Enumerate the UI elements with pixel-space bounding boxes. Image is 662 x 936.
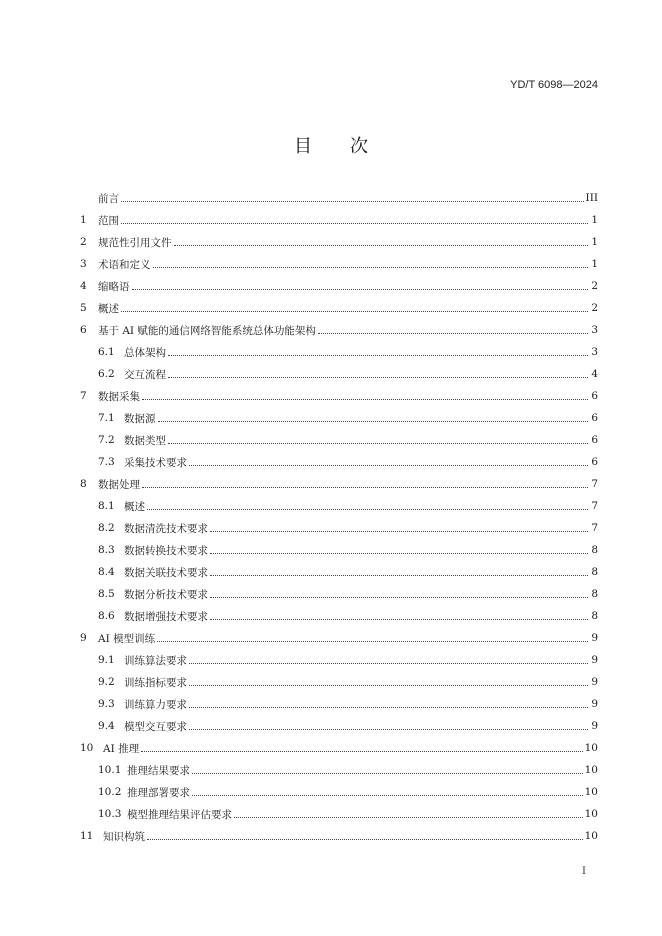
- toc-entry-page: 3: [591, 346, 598, 358]
- toc-entry-lead: [80, 389, 140, 404]
- toc-entry-page: 9: [591, 676, 598, 688]
- toc-entry-number: 3: [80, 258, 87, 270]
- toc-entry[interactable]: [80, 253, 598, 275]
- toc-entry[interactable]: [80, 759, 598, 781]
- toc-entry[interactable]: [80, 407, 598, 429]
- toc-entry-number: 6.2: [98, 368, 115, 380]
- toc-entry[interactable]: [80, 363, 598, 385]
- toc-entry-lead: [98, 433, 166, 448]
- toc-entry-number: 11: [80, 830, 94, 842]
- toc-entry-number: 7.1: [98, 412, 115, 424]
- toc-entry-page: 9: [591, 654, 598, 666]
- toc-entry[interactable]: [80, 561, 598, 583]
- toc-leader-dots: [157, 641, 588, 642]
- toc-entry-lead: [98, 785, 190, 800]
- toc-entry-page: 10: [584, 742, 598, 754]
- toc-entry-title: 知识构筑: [103, 830, 145, 843]
- toc-entry[interactable]: [80, 517, 598, 539]
- toc-entry-lead: [80, 257, 151, 272]
- toc-leader-dots: [132, 289, 589, 290]
- toc-entry-lead: [80, 477, 140, 492]
- toc-leader-dots: [153, 267, 589, 268]
- toc-entry-title: 模型推理结果评估要求: [127, 808, 232, 821]
- toc-entry-lead: [98, 521, 208, 536]
- toc-entry-number: 7.3: [98, 456, 115, 468]
- toc-entry-page: 3: [591, 324, 598, 336]
- toc-title-right: 次: [350, 136, 368, 157]
- toc-entry-title: 数据关联技术要求: [124, 566, 208, 579]
- toc-entry-title: 缩略语: [98, 280, 130, 293]
- toc-entry[interactable]: [80, 583, 598, 605]
- toc-entry-title: AI 推理: [103, 742, 140, 755]
- toc-leader-dots: [210, 619, 588, 620]
- toc-leader-dots: [121, 311, 588, 312]
- toc-entry[interactable]: [80, 385, 598, 407]
- toc-entry-lead: [98, 367, 166, 382]
- toc-entry-number: 9.2: [98, 676, 115, 688]
- toc-entry[interactable]: [80, 649, 598, 671]
- toc-entry-lead: [98, 411, 156, 426]
- toc-entry[interactable]: [80, 495, 598, 517]
- document-code: YD/T 6098—2024: [510, 79, 598, 91]
- toc-entry-title: 模型交互要求: [124, 720, 187, 733]
- toc-entry-title: 数据转换技术要求: [124, 544, 208, 557]
- toc-entry-title: 术语和定义: [98, 258, 151, 271]
- toc-entry-lead: [80, 631, 155, 646]
- toc-entry-number: 5: [80, 302, 87, 314]
- toc-entry-lead: [80, 235, 172, 250]
- toc-entry-lead: [98, 807, 232, 822]
- toc-entry-title: 概述: [124, 500, 145, 513]
- toc-entry-number: 9.1: [98, 654, 115, 666]
- toc-entry-page: 4: [591, 368, 598, 380]
- toc-leader-dots: [174, 245, 589, 246]
- toc-entry-title: 推理部署要求: [127, 786, 190, 799]
- toc-entry-page: 7: [591, 500, 598, 512]
- toc-entry-number: 8.4: [98, 566, 115, 578]
- toc-entry-page: 1: [591, 236, 598, 248]
- toc-entry-lead: [98, 499, 145, 514]
- toc-entry-number: 4: [80, 280, 87, 292]
- toc-entry-lead: [98, 455, 187, 470]
- toc-entry-lead: [80, 279, 130, 294]
- toc-entry-lead: [98, 565, 208, 580]
- toc-entry-page: 8: [591, 610, 598, 622]
- toc-entry-number: 8.3: [98, 544, 115, 556]
- toc-entry-page: 8: [591, 544, 598, 556]
- toc-entry-page: 6: [591, 456, 598, 468]
- toc-leader-dots: [121, 201, 584, 202]
- toc-entry-page: 1: [591, 214, 598, 226]
- toc-entry-number: 9.3: [98, 698, 115, 710]
- toc-leader-dots: [168, 443, 588, 444]
- toc-entry-number: 10.2: [98, 786, 122, 798]
- toc-entry-lead: [98, 543, 208, 558]
- page-number: I: [582, 866, 586, 877]
- toc-entry[interactable]: [80, 429, 598, 451]
- toc-entry-title: 数据处理: [98, 478, 140, 491]
- toc-entry-page: 6: [591, 434, 598, 446]
- toc-entry[interactable]: [80, 231, 598, 253]
- toc-entry-title: 数据类型: [124, 434, 166, 447]
- toc-entry[interactable]: [80, 341, 598, 363]
- toc-leader-dots: [142, 487, 588, 488]
- toc-entry-page: 10: [584, 764, 598, 776]
- toc-entry[interactable]: [80, 715, 598, 737]
- toc-entry-number: 9.4: [98, 720, 115, 732]
- toc-entry-number: 8.5: [98, 588, 115, 600]
- toc-entry-lead: [80, 829, 145, 844]
- toc-leader-dots: [147, 839, 583, 840]
- toc-entry[interactable]: [80, 275, 598, 297]
- toc-entry-title: 基于 AI 赋能的通信网络智能系统总体功能架构: [98, 324, 316, 337]
- toc-entry[interactable]: [80, 539, 598, 561]
- toc-leader-dots: [210, 553, 588, 554]
- toc-entry-title: 训练算力要求: [124, 698, 187, 711]
- toc-entry-number: 6.1: [98, 346, 115, 358]
- toc-entry-number: 8.1: [98, 500, 115, 512]
- toc-entry-number: 2: [80, 236, 87, 248]
- toc-leader-dots: [141, 751, 583, 752]
- toc-entry[interactable]: [80, 627, 598, 649]
- toc-leader-dots: [210, 597, 588, 598]
- toc-entry-page: 8: [591, 588, 598, 600]
- toc-leader-dots: [158, 421, 589, 422]
- toc-entry-title: 总体架构: [124, 346, 166, 359]
- toc-entry-title: 范围: [98, 214, 119, 227]
- toc-leader-dots: [234, 817, 583, 818]
- toc-leader-dots: [210, 575, 588, 576]
- toc-entry-number: 9: [80, 632, 87, 644]
- toc-entry-title: 数据清洗技术要求: [124, 522, 208, 535]
- toc-entry-lead: [80, 213, 119, 228]
- toc-entry[interactable]: [80, 187, 598, 209]
- toc-leader-dots: [142, 399, 588, 400]
- toc-entry[interactable]: [80, 209, 598, 231]
- toc-entry-page: 10: [584, 830, 598, 842]
- toc-entry[interactable]: [80, 605, 598, 627]
- toc-leader-dots: [189, 465, 588, 466]
- toc-entry-page: 7: [591, 522, 598, 534]
- toc-entry-lead: [98, 697, 187, 712]
- toc-title: [0, 132, 662, 158]
- toc-entry-number: 8.6: [98, 610, 115, 622]
- toc-entry-page: 6: [591, 412, 598, 424]
- toc-entry-lead: [98, 719, 187, 734]
- toc-entry[interactable]: [80, 473, 598, 495]
- toc-entry-title: 数据增强技术要求: [124, 610, 208, 623]
- toc-title-left: 目: [294, 136, 312, 157]
- toc-entry-number: 8.2: [98, 522, 115, 534]
- toc-entry[interactable]: [80, 781, 598, 803]
- toc-leader-dots: [189, 729, 588, 730]
- toc-entry[interactable]: [80, 451, 598, 473]
- toc-entry-lead: [80, 301, 119, 316]
- toc-entry[interactable]: [80, 319, 598, 341]
- toc-entry-title: 数据分析技术要求: [124, 588, 208, 601]
- toc-entry-page: 1: [591, 258, 598, 270]
- toc-entry[interactable]: [80, 297, 598, 319]
- toc-entry-page: 8: [591, 566, 598, 578]
- toc-entry-title: 规范性引用文件: [98, 236, 172, 249]
- toc-entry-lead: [98, 653, 187, 668]
- toc-leader-dots: [189, 707, 588, 708]
- toc-entry-title: 采集技术要求: [124, 456, 187, 469]
- toc-leader-dots: [168, 355, 588, 356]
- toc-leader-dots: [189, 685, 588, 686]
- toc-entry-title: 数据源: [124, 412, 156, 425]
- toc-entry-page: 2: [591, 302, 598, 314]
- toc-entry[interactable]: [80, 825, 598, 847]
- toc-entry-lead: [80, 323, 316, 338]
- toc-entry[interactable]: [80, 803, 598, 825]
- toc-entry-page: 10: [584, 808, 598, 820]
- toc-entry-lead: [98, 587, 208, 602]
- toc-entry-number: 10.3: [98, 808, 122, 820]
- table-of-contents: [80, 187, 598, 847]
- toc-entry-page: 9: [591, 720, 598, 732]
- toc-leader-dots: [210, 531, 588, 532]
- toc-entry-page: 7: [591, 478, 598, 490]
- toc-entry-title: 训练算法要求: [124, 654, 187, 667]
- toc-entry[interactable]: [80, 693, 598, 715]
- toc-entry[interactable]: [80, 737, 598, 759]
- toc-entry-title: 训练指标要求: [124, 676, 187, 689]
- toc-entry-lead: [98, 345, 166, 360]
- toc-leader-dots: [168, 377, 588, 378]
- toc-leader-dots: [189, 663, 588, 664]
- toc-entry-number: 10: [80, 742, 94, 754]
- toc-leader-dots: [121, 223, 588, 224]
- toc-entry-number: 1: [80, 214, 87, 226]
- toc-entry-page: 9: [591, 632, 598, 644]
- toc-entry-title: 交互流程: [124, 368, 166, 381]
- toc-entry-page: 2: [591, 280, 598, 292]
- toc-entry-title: 概述: [98, 302, 119, 315]
- toc-entry-title: AI 模型训练: [98, 632, 156, 645]
- toc-leader-dots: [192, 773, 583, 774]
- toc-entry-page: 10: [584, 786, 598, 798]
- toc-entry-title: 前言: [98, 192, 119, 205]
- toc-entry-title: 推理结果要求: [127, 764, 190, 777]
- toc-entry-lead: [80, 191, 119, 206]
- toc-leader-dots: [147, 509, 588, 510]
- toc-leader-dots: [318, 333, 588, 334]
- toc-leader-dots: [192, 795, 583, 796]
- toc-entry-title: 数据采集: [98, 390, 140, 403]
- toc-entry-lead: [98, 763, 190, 778]
- toc-entry-number: 7: [80, 390, 87, 402]
- toc-entry-lead: [98, 609, 208, 624]
- toc-entry-page: 6: [591, 390, 598, 402]
- toc-entry-page: III: [585, 192, 598, 204]
- toc-entry-number: 10.1: [98, 764, 122, 776]
- toc-entry-number: 8: [80, 478, 87, 490]
- toc-entry[interactable]: [80, 671, 598, 693]
- toc-entry-number: 7.2: [98, 434, 115, 446]
- toc-entry-page: 9: [591, 698, 598, 710]
- toc-entry-lead: [98, 675, 187, 690]
- toc-entry-number: 6: [80, 324, 87, 336]
- toc-entry-lead: [80, 741, 139, 756]
